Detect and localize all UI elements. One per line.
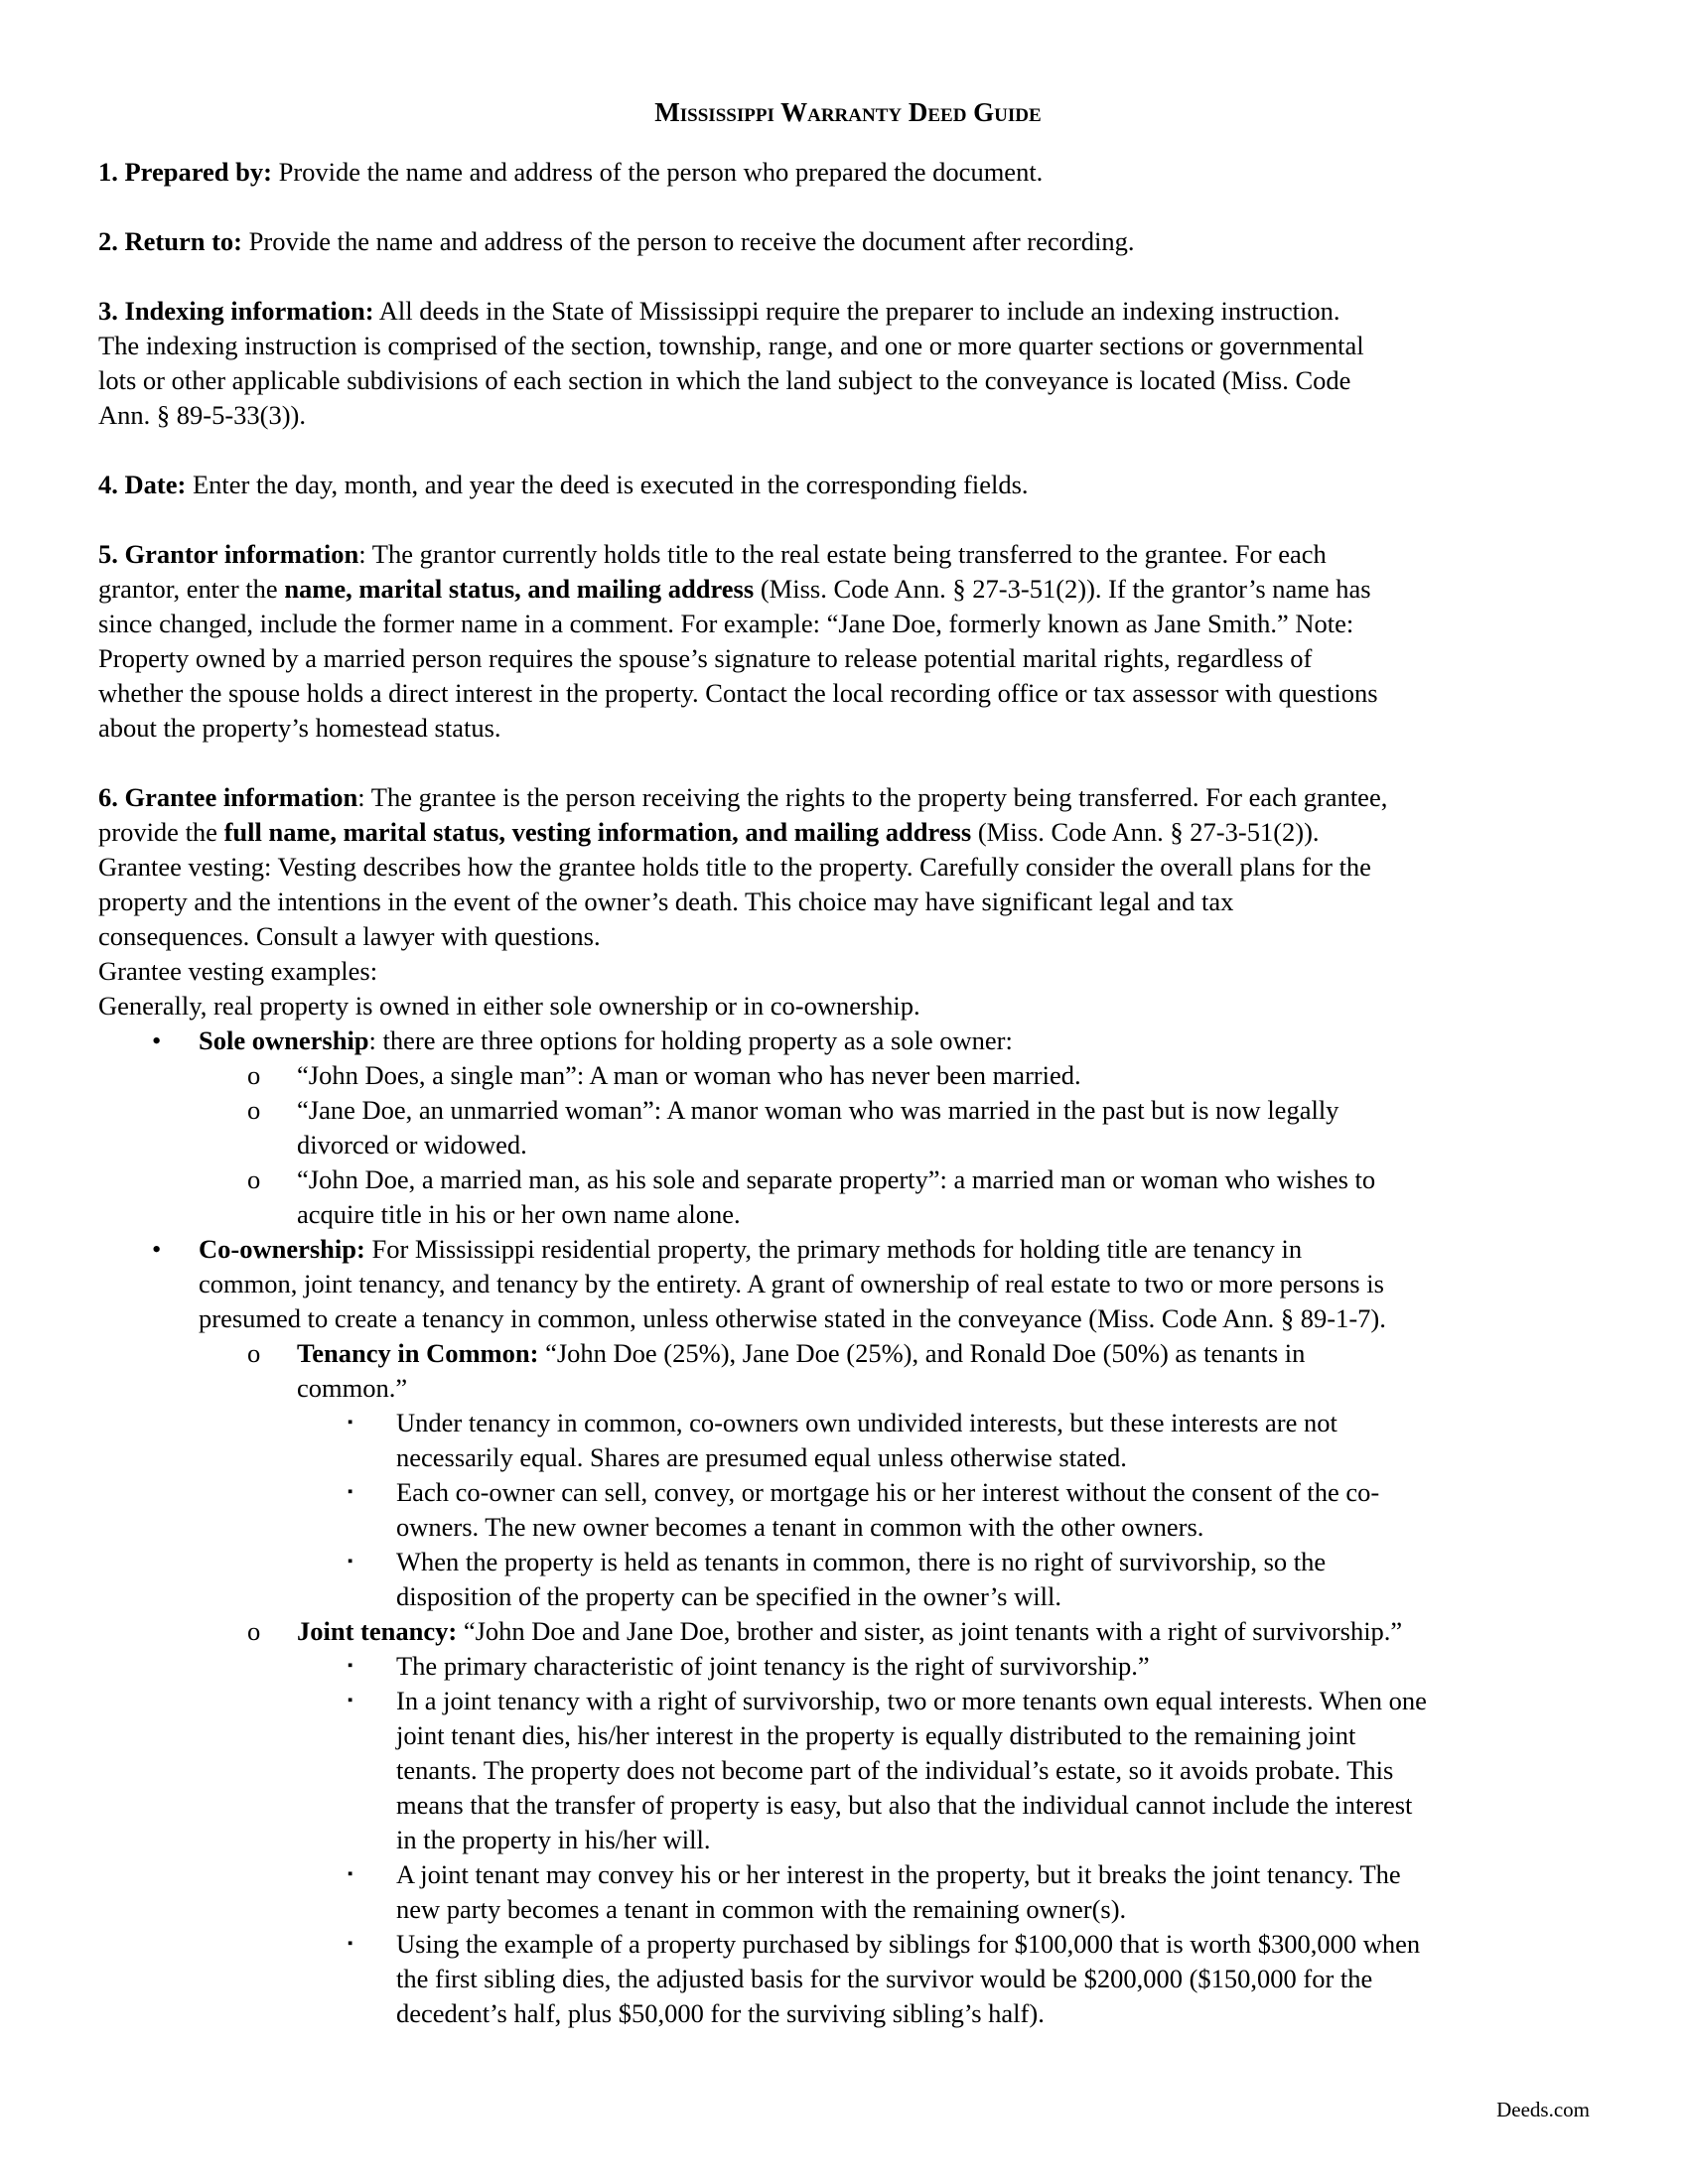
section-heading: 1. Prepared by: <box>98 157 272 187</box>
section-heading: 5. Grantor information <box>98 539 359 569</box>
document-page <box>98 95 1598 2031</box>
list-item: o “John Doe, a married man, as his sole and separate property”: a married man or woman who wishes to acquire title in his or her own name alone. <box>247 1164 1376 1229</box>
square-marker: ▪ <box>348 1415 353 1431</box>
section-heading: 6. Grantee information <box>98 782 358 812</box>
list-item: o “John Does, a single man”: A man or woman who has never been married. <box>98 1058 1598 1093</box>
circle-marker: o <box>247 1060 261 1090</box>
list-item-co-ownership: • Co-ownership: For Mississippi residential property, the primary methods for holding title are tenancy in common, joint tenancy, and tenancy by the entirety. A grant of ownership of real estate to two or more persons is presumed to create a tenancy in common, unless otherwise stated in the conveyance (Miss. Code Ann. § 89-1-7). <box>152 1234 1386 1333</box>
list-item: o “Jane Doe, an unmarried woman”: A manor woman who was married in the past but is now legally divorced or widowed. <box>247 1095 1339 1160</box>
section-date: 4. Date: Enter the day, month, and year the deed is executed in the corresponding fields. <box>98 470 1029 499</box>
section-heading: 3. Indexing information: <box>98 296 374 326</box>
page-title: Mississippi Warranty Deed Guide <box>654 97 1042 127</box>
square-marker: ▪ <box>348 1936 353 1952</box>
list-item: ▪ Each co-owner can sell, convey, or mortgage his or her interest without the consent of the co- owners. The new owner becomes a tenant in common with the other owners. <box>348 1477 1380 1542</box>
square-marker: ▪ <box>348 1693 353 1708</box>
section-return-to: 2. Return to: Provide the name and address of the person to receive the document after recording. <box>98 226 1135 256</box>
square-marker: ▪ <box>348 1866 353 1882</box>
footer-brand: Deeds.com <box>1496 2098 1590 2121</box>
list-item: ▪ A joint tenant may convey his or her interest in the property, but it breaks the joint tenancy. The new party becomes a tenant in common with the remaining owner(s). <box>348 1859 1401 1924</box>
section-heading: 4. Date: <box>98 470 187 499</box>
list-item: ▪ Under tenancy in common, co-owners own undivided interests, but these interests are not necessarily equal. Shares are presumed equal unless otherwise stated. <box>348 1408 1337 1472</box>
list-item: ▪ In a joint tenancy with a right of survivorship, two or more tenants own equal interests. When one joint tenant dies, his/her interest in the property is equally distributed to the remaining joint tenants. The property does not become part of the individual’s estate, so it avoids probate. This means that the transfer of property is easy, but also that the individual cannot include the interest in the property in his/her will. <box>348 1686 1427 1854</box>
list-item-tenancy-in-common: o Tenancy in Common: “John Doe (25%), Jane Doe (25%), and Ronald Doe (50%) as tenants in common.” <box>247 1338 1306 1403</box>
circle-marker: o <box>247 1095 261 1125</box>
list-item: ▪ Using the example of a property purchased by siblings for $100,000 that is worth $300,000 when the first sibling dies, the adjusted basis for the survivor would be $200,000 ($150,000 for the decedent’s half, plus $50,000 for the surviving sibling’s half). <box>348 1929 1421 2028</box>
square-marker: ▪ <box>348 1484 353 1500</box>
section-heading: 2. Return to: <box>98 226 242 256</box>
section-prepared-by: 1. Prepared by: Provide the name and address of the person who prepared the document. <box>98 157 1044 187</box>
bullet-marker: • <box>152 1234 162 1264</box>
square-marker: ▪ <box>348 1658 353 1674</box>
section-indexing-information: 3. Indexing information: All deeds in the State of Mississippi require the preparer to include an indexing instruction. The indexing instruction is comprised of the section, township, range, and one or more quarter sections or governmental lots or other applicable subdivisions of each section in which the land subject to the conveyance is located (Miss. Code Ann. § 89-5-33(3)). <box>98 296 1364 430</box>
circle-marker: o <box>247 1616 261 1646</box>
section-grantor-information: 5. Grantor information: The grantor currently holds title to the real estate being transferred to the grantee. For each grantor, enter the name, marital status, and mailing address (Miss. Code Ann. § 27-3-51(2)). If the grantor’s name has since changed, include the former name in a comment. For example: “Jane Doe, formerly known as Jane Smith.” Note: Property owned by a married person requires the spouse’s signature to release potential marital rights, regardless of whether the spouse holds a direct interest in the property. Contact the local recording office or tax assessor with questions about the property’s homestead status. <box>98 539 1378 743</box>
list-item: ▪ The primary characteristic of joint tenancy is the right of survivorship.” <box>98 1649 1598 1684</box>
bullet-marker: • <box>152 1025 162 1055</box>
circle-marker: o <box>247 1338 261 1368</box>
list-item: ▪ When the property is held as tenants in common, there is no right of survivorship, so the disposition of the property can be specified in the owner’s will. <box>348 1547 1327 1611</box>
square-marker: ▪ <box>348 1554 353 1570</box>
circle-marker: o <box>247 1164 261 1194</box>
section-grantee-information: 6. Grantee information: The grantee is the person receiving the rights to the property being transferred. For each grantee, provide the full name, marital status, vesting information, and mailing address (Miss. Code Ann. § 27-3-51(2)). Grantee vesting: Vesting describes how the grantee holds title to the property. Carefully consider the overall plans for the property and the intentions in the event of the owner’s death. This choice may have significant legal and tax consequences. Consult a lawyer with questions. Grantee vesting examples: Generally, real property is owned in either sole ownership or in co-ownership. • Sole ownership: there are three options for holding property as a sole owner: o “John Does, a single man”: A man or woman who has never been married. o “Jane Doe, an unmarried woman”: A manor woman who was married in the past but is now legally divorced or widowed. o “John Doe, a married man, as his sole and separate property”: a married man or woman who wishes to acquire title in his or her own name alone. • Co-ownership: For Mississippi residential property, the primary methods for holding title are tenancy in common, joint tenancy, and tenancy by the entirety. A grant of ownership of real estate to two or more persons is presumed to create a tenancy in common, unless otherwise stated in the conveyance (Miss. Code Ann. § 89-1-7). o Tenancy in Common: “John Doe (25%), Jane Doe (25%), and Ronald Doe (50%) as tenants in common.” ▪ Under tenancy in common, co-owners own undivided interests, but these interests are not necessarily equal. Shares are presumed equal unless otherwise stated. ▪ Each co-owner can sell, convey, or mortgage his or her interest without the consent of the co- owners. The new owner becomes a tenant in common with the other owners. ▪ When the property is held as tenants in common, there is no right of survivorship, so the disposition of the property can be specified in the owner’s will. o Joint tenancy: “John Doe and Jane Doe, brother and sister, as joint tenants with a right of survivorship.” ▪ The primary characteristic of joint tenancy is the right of survivorship.” ▪ In a joint tenancy with a right of survivorship, two or more tenants own equal interests. When one joint tenant dies, his/her interest in the property is equally distributed to the remaining joint tenants. The property does not become part of the individual’s estate, so it avoids probate. This means that the transfer of property is easy, but also that the individual cannot include the interest in the property in his/her will. ▪ A joint tenant may convey his or her interest in the property, but it breaks the joint tenancy. The new party becomes a tenant in common with the remaining owner(s). ▪ Using the example of a property purchased by siblings for $100,000 that is worth $300,000 when the first sibling dies, the adjusted basis for the survivor would be $200,000 ($150,000 for the decedent’s half, plus $50,000 for the surviving sibling’s half). <box>98 780 1598 2031</box>
list-item-sole-ownership: • Sole ownership: there are three options for holding property as a sole owner: <box>98 1024 1598 1058</box>
list-item-joint-tenancy: o Joint tenancy: “John Doe and Jane Doe, brother and sister, as joint tenants with a right of survivorship.” <box>98 1614 1598 1649</box>
